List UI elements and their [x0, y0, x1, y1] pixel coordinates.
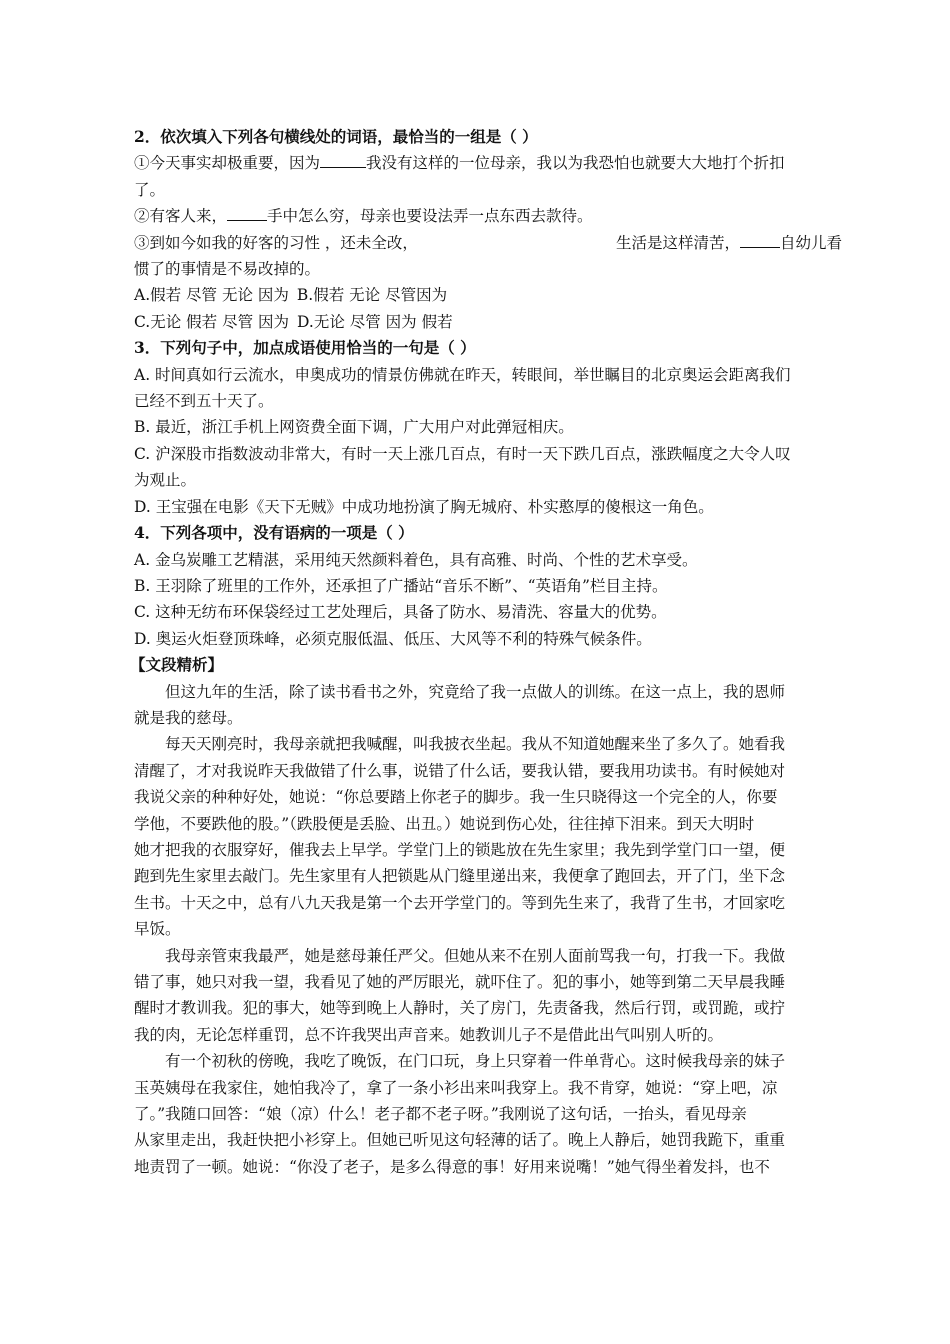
paragraph-line: 每天天刚亮时，我母亲就把我喊醒，叫我披衣坐起。我从不知道她醒来坐了多久了。她看我: [165, 735, 786, 754]
analysis-paragraph-2: [134, 731, 818, 942]
paragraph-line: 醒时才教训我。犯的事大，她等到晚上人静时，关了房门，先责备我，然后行罚，或罚跪，或拧: [134, 999, 786, 1018]
paragraph-line: 了。”我随口回答：“娘（凉）什么！老子都不老子呀。”我刚说了这句话，一抬头，看见母亲: [134, 1105, 747, 1124]
question-2-sentence-1-cont: 了。: [134, 180, 166, 199]
option-a: A.假若 尽管 无论 因为: [134, 286, 289, 305]
question-3-option-b: B. 最近，浙江手机上网资费全面下调，广大用户对此弹冠相庆。: [134, 418, 574, 437]
question-4-option-a: A. 金乌炭雕工艺精湛，采用纯天然颜料着色，具有高雅、时尚、个性的艺术享受。: [134, 550, 698, 569]
paragraph-line: 我母亲管束我最严，她是慈母兼任严父。但她从来不在别人面前骂我一句，打我一下。我做: [165, 946, 786, 965]
option-b: B.假若 无论 尽管因为: [296, 286, 448, 305]
paragraph-line: 她才把我的衣服穿好，催我去上早学。学堂门上的锁匙放在先生家里；我先到学堂门口一望，便: [134, 840, 786, 859]
question-2-sentence-2: ②有客人来， 手中怎么穷，母亲也要设法弄一点东西去款待。: [134, 207, 593, 226]
paragraph-line: 跑到先生家里去敲门。先生家里有人把锁匙从门缝里递出来，我便拿了跑回去，开了门，坐下念: [134, 867, 786, 886]
paragraph-line: 清醒了，才对我说昨天我做错了什么事，说错了什么话，要我认错，要我用功读书。有时候她对: [134, 761, 786, 780]
question-3-title: 3．下列句子中，加点成语使用恰当的一句是（ ）: [134, 338, 476, 358]
fill-blank: [320, 153, 366, 168]
paragraph-line: 我的肉，无论怎样重罚，总不许我哭出声音来。她教训儿子不是借此出气叫别人听的。: [134, 1025, 724, 1044]
paragraph-line: 学他，不要跌他的股。”（跌股便是丢脸、出丑。）她说到伤心处，往往掉下泪来。到天大明时: [134, 814, 755, 833]
question-2-title: 2．依次填入下列各句横线处的词语，最恰当的一组是（ ）: [134, 127, 538, 146]
paragraph-line: 从家里走出，我赶快把小衫穿上。但她已听见这句轻薄的话了。晚上人静后，她罚我跪下，重重: [134, 1131, 786, 1150]
analysis-paragraph-3: [134, 943, 818, 1049]
question-2-sentence-3: ③到如今如我的好客的习性 ，还未全改， 生活是这样清苦， 自幼儿看: [134, 233, 842, 252]
option-c: C.无论 假若 尽管 因为: [134, 312, 290, 331]
question-3-option-a: A. 时间真如行云流水，申奥成功的情景仿佛就在昨天，转眼间，举世瞩目的北京奥运会距离我们: [134, 365, 791, 384]
question-2-sentence-1: ①今天事实却极重要，因为 我没有这样的一位母亲，我以为我恐怕也就要大大地打个折扣: [134, 154, 785, 173]
question-4-option-d: D. 奥运火炬登顶珠峰，必须克服低温、低压、大风等不利的特殊气候条件。: [134, 629, 652, 648]
question-3-option-c: C. 沪深股市指数波动非常大，有时一天上涨几百点，有时一天下跌几百点，涨跌幅度之大令人叹: [134, 444, 791, 463]
paragraph-line: 我说父亲的种种好处，她说：“你总要踏上你老子的脚步。我一生只晓得这一个完全的人，你要: [134, 788, 778, 807]
question-2-sentence-3-cont: 惯了的事情是不易改掉的。: [134, 260, 321, 279]
question-4-option-b: B. 王羽除了班里的工作外，还承担了广播站“音乐不断”、“英语角”栏目主持。: [134, 576, 668, 595]
analysis-paragraph-4: [134, 1048, 818, 1180]
question-3-option-a-cont: 已经不到五十天了。: [134, 392, 274, 411]
question-4-title: 4．下列各项中，没有语病的一项是（ ）: [134, 523, 414, 543]
question-4-option-c: C. 这种无纺布环保袋经过工艺处理后，具备了防水、易清洗、容量大的优势。: [134, 603, 667, 622]
analysis-paragraph-1: [134, 679, 818, 732]
question-3-option-d: D. 王宝强在电影《天下无贼》中成功地扮演了胸无城府、朴实憨厚的傻根这一角色。: [134, 497, 714, 516]
paragraph-line: 地责罚了一顿。她说：“你没了老子，是多么得意的事！好用来说嘴！”她气得坐着发抖，也不: [134, 1157, 770, 1176]
paragraph-line: 玉英姨母在我家住，她怕我冷了，拿了一条小衫出来叫我穿上。我不肯穿，她说：“穿上吧，凉: [134, 1078, 778, 1097]
paragraph-line: 错了事，她只对我一望，我看见了她的严厉眼光，就吓住了。犯的事小，她等到第二天早晨我睡: [134, 973, 786, 991]
paragraph-line: 就是我的慈母。: [134, 708, 243, 727]
question-2-options-cd: [134, 309, 818, 335]
document-page: [130, 124, 842, 1180]
paragraph-line: 有一个初秋的傍晚，我吃了晚饭，在门口玩，身上只穿着一件单背心。这时候我母亲的妹子: [165, 1052, 786, 1071]
fill-blank: [227, 206, 267, 221]
option-d: D.无论 尽管 因为 假若: [297, 312, 453, 331]
question-2-options-ab: [134, 282, 818, 308]
paragraph-line: 但这九年的生活，除了读书看书之外，究竟给了我一点做人的训练。在这一点上，我的恩师: [165, 682, 786, 701]
fill-blank: [740, 233, 780, 248]
question-3-option-c-cont: 为观止。: [134, 471, 197, 490]
paragraph-line: 生书。十天之中，总有八九天我是第一个去开学堂门的。等到先生来了，我背了生书，才回家吃: [134, 893, 786, 912]
paragraph-line: 早饭。: [134, 920, 181, 939]
analysis-section-title: 【文段精析】: [130, 655, 224, 675]
